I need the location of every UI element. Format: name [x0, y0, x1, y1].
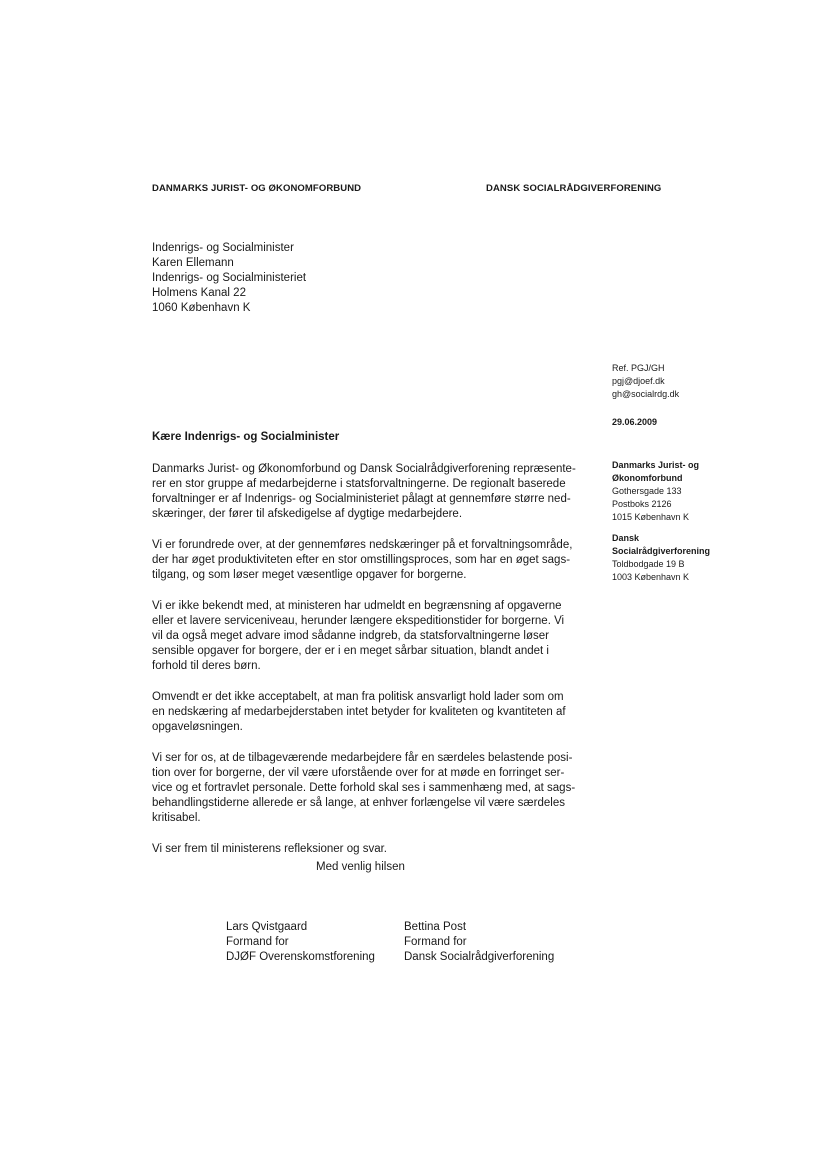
reference-email-ds: gh@socialrdg.dk	[612, 389, 680, 399]
paragraph-line: der har øget produktiviteten efter en stor omstillingsproces, som har en øget sags-	[152, 554, 571, 566]
signature-title: Formand for	[404, 936, 467, 948]
paragraph-line: vil da også meget advare imod sådanne indgreb, da statsforvaltningerne løser	[152, 630, 549, 642]
paragraph-line: vice og et fortravlet personale. Dette forhold skal ses i sammenhæng med, at sags-	[152, 782, 576, 794]
recipient-line: Holmens Kanal 22	[152, 287, 246, 299]
reference-email-djoef: pgj@djoef.dk	[612, 376, 665, 386]
paragraph	[152, 538, 592, 583]
signature-right	[404, 920, 554, 965]
paragraph-line: en nedskæring af medarbejderstaben intet betyder for kvaliteten og kvantiteten af	[152, 706, 566, 718]
recipient-address	[152, 241, 306, 316]
paragraph-line: Danmarks Jurist- og Økonomforbund og Dansk Socialrådgiverforening repræsente-	[152, 463, 576, 475]
sender-djoef-address	[612, 459, 699, 524]
paragraph-line: Vi ser for os, at de tilbageværende medarbejdere får en særdeles belastende posi-	[152, 752, 573, 764]
sender-djoef-street: Gothersgade 133	[612, 486, 682, 496]
paragraph-line: sensible opgaver for borgere, der er i en meget sårbar situation, blandt andet i	[152, 645, 549, 657]
sender-ds-address	[612, 532, 710, 584]
recipient-line: Indenrigs- og Socialminister	[152, 242, 294, 254]
closing-greeting: Med venlig hilsen	[316, 861, 405, 873]
paragraph-line: tilgang, og som løser meget væsentlige opgaver for borgerne.	[152, 569, 467, 581]
salutation: Kære Indenrigs- og Socialminister	[152, 431, 340, 443]
paragraph	[152, 842, 592, 857]
sender-djoef-name: Danmarks Jurist- og	[612, 460, 700, 470]
header-org-socialraadgiver: DANSK SOCIALRÅDGIVERFORENING	[486, 183, 662, 194]
reference-block	[612, 362, 679, 401]
paragraph-line: Vi ser frem til ministerens refleksioner og svar.	[152, 843, 387, 855]
sender-djoef-city: 1015 København K	[612, 512, 690, 522]
signature-title: Formand for	[226, 936, 289, 948]
paragraph	[152, 462, 592, 522]
sender-ds-name: Socialrådgiverforening	[612, 546, 711, 556]
reference-code: Ref. PGJ/GH	[612, 363, 665, 373]
paragraph	[152, 690, 592, 735]
signature-org: Dansk Socialrådgiverforening	[404, 951, 555, 963]
paragraph-line: kritisabel.	[152, 812, 201, 824]
recipient-line: Indenrigs- og Socialministeriet	[152, 272, 307, 284]
signature-left	[226, 920, 375, 965]
paragraph-line: skæringer, der fører til afskedigelse af dygtige medarbejdere.	[152, 508, 463, 520]
signature-org: DJØF Overenskomstforening	[226, 951, 375, 963]
sender-djoef-name: Økonomforbund	[612, 473, 683, 483]
sender-djoef-pobox: Postboks 2126	[612, 499, 672, 509]
paragraph-line: opgaveløsningen.	[152, 721, 243, 733]
letter-date-text: 29.06.2009	[612, 417, 658, 427]
letter-body	[152, 462, 592, 873]
paragraph	[152, 599, 592, 674]
recipient-line: Karen Ellemann	[152, 257, 234, 269]
letter-date	[612, 416, 657, 429]
paragraph-line: rer en stor gruppe af medarbejderne i statsforvaltningerne. De regionalt baserede	[152, 478, 566, 490]
paragraph-line: forhold til deres børn.	[152, 660, 261, 672]
paragraph-line: forvaltninger er af Indenrigs- og Socialministeriet pålagt at gennemføre større ned-	[152, 493, 571, 505]
sender-ds-name: Dansk	[612, 533, 640, 543]
paragraph-line: Vi er forundrede over, at der gennemføres nedskæringer på et forvaltningsområde,	[152, 539, 573, 551]
signature-name: Bettina Post	[404, 921, 467, 933]
signature-name: Lars Qvistgaard	[226, 921, 308, 933]
recipient-line: 1060 København K	[152, 302, 251, 314]
paragraph-line: Omvendt er det ikke acceptabelt, at man fra politisk ansvarligt hold lader som om	[152, 691, 564, 703]
paragraph-line: eller et lavere serviceniveau, herunder længere ekspeditionstider for borgerne. Vi	[152, 615, 565, 627]
paragraph-line: Vi er ikke bekendt med, at ministeren har udmeldt en begrænsning af opgaverne	[152, 600, 562, 612]
paragraph-line: tion over for borgerne, der vil være uforstående over for at møde en forringet ser-	[152, 767, 565, 779]
sender-ds-street: Toldbodgade 19 B	[612, 559, 685, 569]
paragraph-line: behandlingstiderne allerede er så lange, at enhver forlængelse vil være særdeles	[152, 797, 565, 809]
sender-ds-city: 1003 København K	[612, 572, 690, 582]
paragraph	[152, 751, 592, 826]
header-org-djoef: DANMARKS JURIST- OG ØKONOMFORBUND	[152, 183, 362, 194]
